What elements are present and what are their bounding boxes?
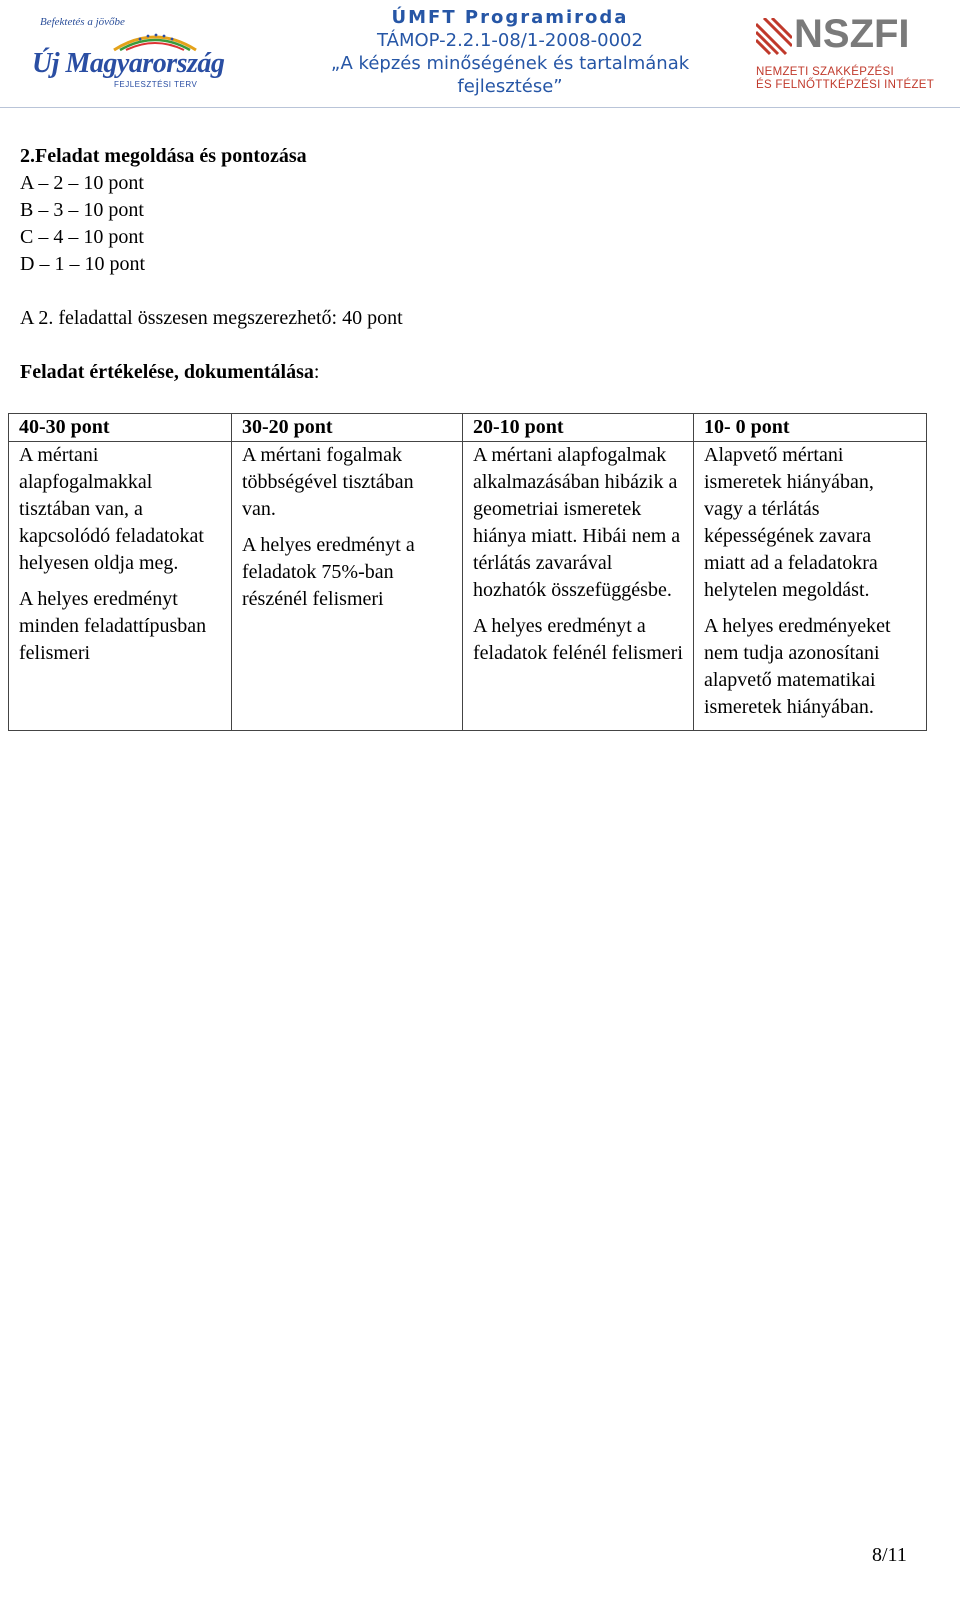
header-line-3: „A képzés minőségének és tartalmának (330, 53, 690, 74)
nszfi-brand: NSZFI (794, 12, 910, 56)
table-header-row (9, 414, 927, 442)
logo-tagline: Befektetés a jövőbe (40, 16, 125, 28)
table-cell (232, 442, 463, 731)
cell-paragraph: A helyes eredményt a feladatok 75%-ban részénél felismeri (242, 534, 415, 610)
page-number: 8/11 (872, 1544, 907, 1566)
nszfi-line-1: NEMZETI SZAKKÉPZÉSI (756, 66, 894, 78)
header-divider (0, 107, 960, 108)
cell-paragraph: Alapvető mértani ismeretek hiányában, vagy a térlátás képességének zavara miatt ad a feladatokra helytelen megoldást. (704, 444, 878, 601)
header-line-4: fejlesztése” (457, 76, 563, 97)
evaluation-heading-text: Feladat értékelése, dokumentálása (20, 361, 314, 383)
cell-paragraph: A mértani fogalmak többségével tisztában van. (242, 444, 414, 520)
task-heading: 2.Feladat megoldása és pontozása (20, 145, 307, 167)
answer-line: C – 4 – 10 pont (20, 226, 144, 248)
cell-paragraph: A helyes eredményt minden feladattípusban felismeri (19, 588, 207, 664)
table-cell (694, 442, 927, 731)
header-line-1: ÚMFT Programiroda (391, 7, 629, 28)
column-header: 10- 0 pont (694, 414, 927, 442)
table-row (9, 442, 927, 731)
header-line-2: TÁMOP-2.2.1-08/1-2008-0002 (377, 30, 643, 51)
nszfi-mark-icon (756, 18, 792, 60)
table-cell (463, 442, 694, 731)
cell-paragraph: A mértani alapfogalmakkal tisztában van, a kapcsolódó feladatokat helyesen oldja meg. (19, 444, 204, 574)
column-header: 30-20 pont (232, 414, 463, 442)
evaluation-heading (20, 359, 319, 386)
answer-line: D – 1 – 10 pont (20, 253, 145, 275)
page-header (0, 0, 960, 112)
column-header: 20-10 pont (463, 414, 694, 442)
program-office-title (300, 6, 720, 98)
evaluation-heading-colon: : (313, 361, 320, 383)
nszfi-line-2: ÉS FELNŐTTKÉPZÉSI INTÉZET (756, 79, 935, 91)
cell-paragraph: A helyes eredményt a feladatok felénél felismeri (473, 615, 683, 664)
logo-subtitle: FEJLESZTÉSI TERV (114, 80, 198, 89)
cell-paragraph: A mértani alapfogalmak alkalmazásában hibázik a geometriai ismeretek hiánya miatt. Hibái nem a térlátás zavarával hozhatók összefüggésbe. (473, 444, 681, 601)
answer-line: A – 2 – 10 pont (20, 172, 144, 194)
logo-title: Új Magyarország (32, 48, 225, 79)
column-header: 40-30 pont (9, 414, 232, 442)
cell-paragraph: A helyes eredményeket nem tudja azonosítani alapvető matematikai ismeretek hiányában. (704, 615, 891, 718)
evaluation-table (8, 413, 927, 731)
answer-line: B – 3 – 10 pont (20, 199, 144, 221)
total-points: A 2. feladattal összesen megszerezhető: 40 pont (20, 307, 403, 329)
nszfi-logo (756, 12, 935, 92)
table-cell (9, 442, 232, 731)
uj-magyarorszag-logo (30, 14, 225, 90)
